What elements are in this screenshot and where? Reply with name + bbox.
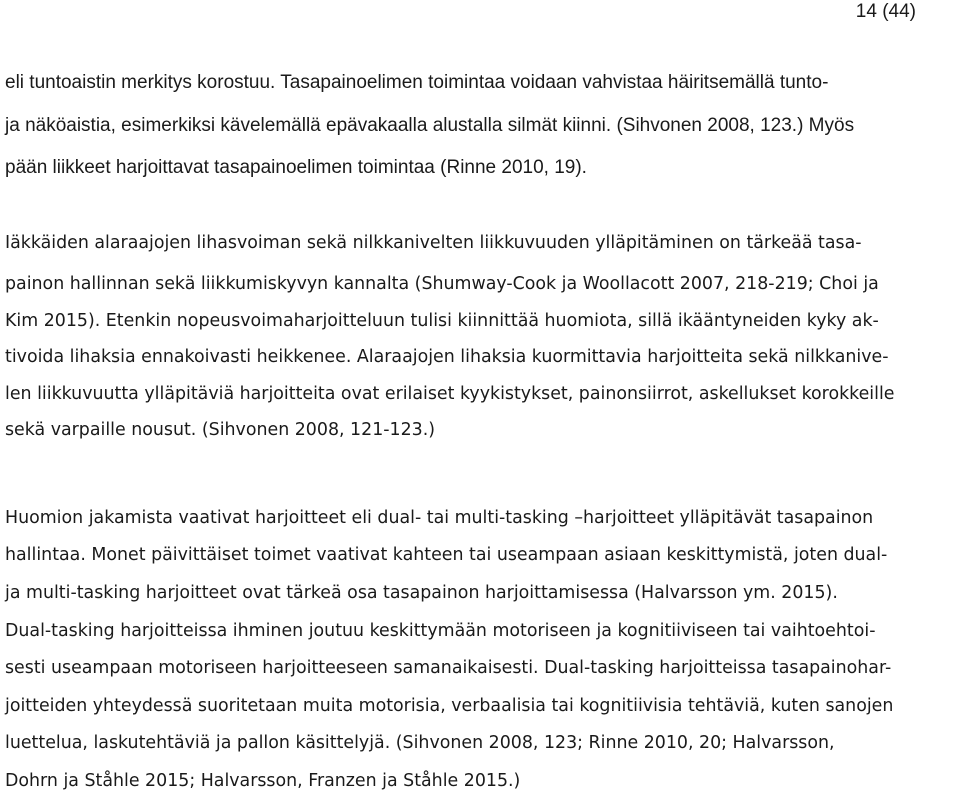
paragraph-3-line-6: joitteiden yhteydessä suoritetaan muita motorisia, verbaalisia tai kognitiivisia tehtäviä, kuten sanojen (5, 696, 894, 716)
paragraph-1-line-2: ja näköaistia, esimerkiksi kävelemällä epävakaalla alustalla silmät kiinni. (Sihvonen 2008, 123.) Myös (5, 115, 855, 136)
paragraph-2-line-5: len liikkuvuutta ylläpitäviä harjoitteita ovat erilaiset kyykistykset, painonsiirrot, askellukset korokkeille (5, 384, 895, 404)
paragraph-3-line-4: Dual-tasking harjoitteissa ihminen joutuu keskittymään motoriseen ja kognitiiviseen tai vaihtoehtoi- (5, 621, 876, 641)
paragraph-2-line-4: tivoida lihaksia ennakoivasti heikkenee. Alaraajojen lihaksia kuormittavia harjoitteita sekä nilkkanive- (5, 347, 889, 367)
paragraph-3-line-5: sesti useampaan motoriseen harjoitteeseen samanaikaisesti. Dual-tasking harjoitteissa tasapainohar- (5, 658, 892, 678)
paragraph-1-line-3: pään liikkeet harjoittavat tasapainoelimen toimintaa (Rinne 2010, 19). (5, 157, 587, 178)
paragraph-3-line-2: hallintaa. Monet päivittäiset toimet vaativat kahteen tai useampaan asiaan keskittymistä, joten dual- (5, 545, 888, 565)
paragraph-3-line-1: Huomion jakamista vaativat harjoitteet eli dual- tai multi-tasking –harjoitteet ylläpitävät tasapainon (5, 508, 874, 528)
paragraph-2-line-3: Kim 2015). Etenkin nopeusvoimaharjoitteluun tulisi kiinnittää huomiota, sillä ikääntyneiden kyky ak- (5, 311, 879, 331)
paragraph-3-line-8: Dohrn ja Ståhle 2015; Halvarsson, Franzen ja Ståhle 2015.) (5, 771, 521, 791)
paragraph-3-line-3: ja multi-tasking harjoitteet ovat tärkeä osa tasapainon harjoittamisessa (Halvarsson ym. 2015). (5, 583, 838, 603)
paragraph-2-line-1: Iäkkäiden alaraajojen lihasvoiman sekä nilkkanivelten liikkuvuuden ylläpitäminen on tärkeää tasa- (5, 233, 862, 253)
paragraph-3-line-7: luettelua, laskutehtäviä ja pallon käsittelyjä. (Sihvonen 2008, 123; Rinne 2010, 20; Halvarsson, (5, 733, 835, 753)
paragraph-1-line-1: eli tuntoaistin merkitys korostuu. Tasapainoelimen toimintaa voidaan vahvistaa häiritsemällä tunto- (5, 72, 829, 93)
page-number: 14 (44) (855, 1, 916, 22)
paragraph-2-line-2: painon hallinnan sekä liikkumiskyvyn kannalta (Shumway-Cook ja Woollacott 2007, 218-219; Choi ja (5, 274, 879, 294)
paragraph-2-line-6: sekä varpaille nousut. (Sihvonen 2008, 121-123.) (5, 420, 436, 440)
